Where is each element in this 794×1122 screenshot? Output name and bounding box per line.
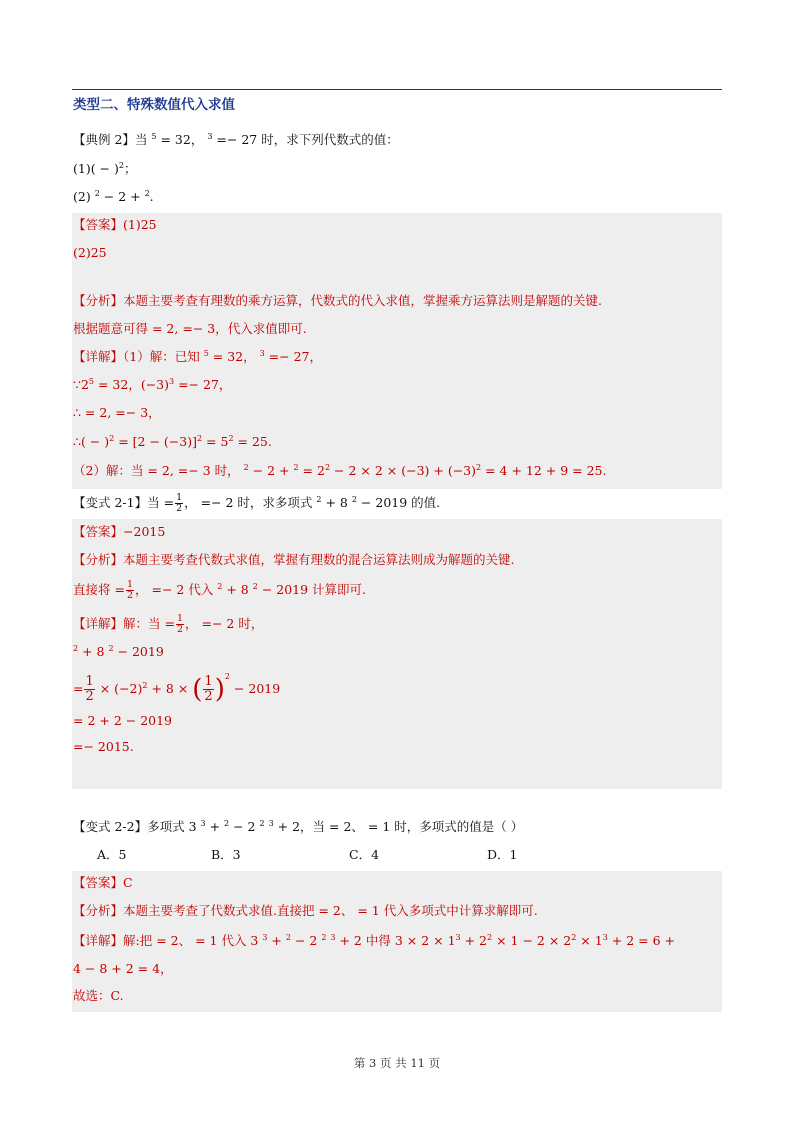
exp: 2 [73,644,79,653]
variant22-detail3: 故选：C. [73,988,124,1003]
example2-detail4 [73,433,272,451]
analysis-text: ， =− 2 代入 [135,582,218,597]
fraction [126,580,134,601]
exp: 2 [324,463,331,472]
exp: 2 [571,933,577,942]
exp: 2 [144,189,150,198]
variant21-tag: 【变式 2-1】 [73,495,148,510]
detail-text: = 32， [208,349,260,364]
detail-tag: 【详解】 [73,349,124,364]
option-b: B．3 [211,847,241,862]
exp: 2 [224,672,230,681]
detail-text: 解:把 = 2、 = 1 代入 3 [123,933,263,948]
detail-text: = [73,681,84,696]
example2-question [73,131,399,149]
variant21-detail5: =− 2015. [73,739,134,754]
numerator: 1 [85,674,94,689]
variant22-answer [73,874,133,892]
analysis-tag: 【分析】 [73,552,124,567]
analysis-text: 本题主要考查代数式求值，掌握有理数的混合运算法则成为解题的关键. [123,552,515,567]
exp: 3 [455,933,461,942]
top-rule [72,89,722,90]
q-text: =− 27 时，求下列代数式的值： [212,132,399,147]
example2-part1 [73,160,137,178]
example2-part2 [73,188,154,206]
exp: 5 [203,349,209,358]
q-text: + 8 [321,495,352,510]
analysis-text: 本题主要考查有理数的乘方运算，代数式的代入求值，掌握乘方运算法则是解题的关键. [123,293,602,308]
exp: 2 [321,933,327,942]
detail-text: ∴( − ) [73,434,110,449]
denominator: 2 [204,689,213,704]
exp: 2 [351,495,357,504]
q-text: ， =− 2 时，求多项式 [184,495,317,510]
exp: 2 [94,189,100,198]
q-text: 当 = [147,495,175,510]
detail-text: = 4 + 12 + 9 = 25. [481,463,607,478]
variant21-detail2 [73,643,164,661]
detail-text: − 2019 [113,644,164,659]
denominator: 2 [176,503,183,514]
example2-analysis2: 根据题意可得 = 2, =− 3，代入求值即可. [73,321,307,336]
exp: 2 [108,644,114,653]
part-text: (2) [73,189,95,204]
answer-value: C [123,875,133,890]
exp: 2 [259,819,265,828]
fraction [84,675,94,704]
variant21-answer [73,523,165,541]
denominator: 2 [85,689,94,704]
exp: 2 [118,161,124,170]
detail-text: （2）解：当 = 2, =− 3 时， [73,463,244,478]
exp: 2 [293,463,299,472]
analysis-tag: 【分析】 [73,293,124,308]
example2-detail2 [73,376,231,394]
example2-answer1 [73,216,157,234]
variant21-detail4: = 2 + 2 − 2019 [73,713,173,728]
answer-tag: 【答案】 [73,524,124,539]
exp: 3 [268,819,274,828]
detail-text: × (−2) [95,681,143,696]
variant22-detail1 [73,932,675,950]
q-text: − 2 [229,819,260,834]
section-heading: 类型二、特殊数值代入求值 [73,97,235,113]
detail-text: + 8 [78,644,109,659]
exp: 2 [243,463,249,472]
detail-text: + 2 中得 3 × 2 × 1 [335,933,456,948]
detail-text: × 1 − 2 × 2 [492,933,572,948]
detail-text: + 2 = 6 + [607,933,675,948]
detail-text: = 5 [202,434,229,449]
numerator: 1 [126,579,133,590]
answer-value: −2015 [123,524,166,539]
variant21-analysis [73,551,515,569]
variant22-analysis [73,902,538,920]
q-text: + 2，当 = 2、 = 1 时，多项式的值是（ ） [273,819,524,834]
detail-text: + [267,933,286,948]
numerator: 1 [176,492,183,503]
example2-answer2: (2)25 [73,245,107,260]
q-text: 当 [134,132,152,147]
variant21-question [73,493,440,514]
detail-text: = 2 [298,463,325,478]
analysis-text: + 8 [222,582,253,597]
q-text: + [205,819,225,834]
example2-detail3: ∴ = 2, =− 3， [73,405,161,420]
detail-text: − 2 × 2 × (−3) + (−3) [330,463,476,478]
exp: 2 [224,819,230,828]
left-paren: ( [192,674,203,705]
detail-text: =− 27， [174,377,232,392]
exp: 3 [602,933,608,942]
detail-text: + 8 × [147,681,193,696]
detail-tag: 【详解】 [73,933,124,948]
example2-detail1 [73,348,322,366]
variant21-detail1 [73,614,263,635]
exp: 2 [252,582,258,591]
right-paren: ) [214,674,225,705]
exp: 3 [259,349,265,358]
example2-analysis [73,292,602,310]
q-text: = 32， [156,132,208,147]
detail-text: × 1 [576,933,603,948]
exp: 2 [228,434,234,443]
denominator: 2 [126,590,133,601]
exp: 3 [262,933,268,942]
option-a: A．5 [97,847,127,862]
part-text: ； [123,161,137,176]
part-text: − 2 + [99,189,145,204]
detail-text: ∵2 [73,377,89,392]
exp: 3 [169,377,175,386]
numerator: 1 [204,674,213,689]
variant22-tag: 【变式 2-2】 [73,819,148,834]
option-c: C．4 [349,847,380,862]
exp: 2 [196,434,203,443]
analysis-tag: 【分析】 [73,903,124,918]
q-text: 多项式 3 [147,819,201,834]
detail-text: + 2 [460,933,487,948]
exp: 2 [217,582,223,591]
page-footer: 第 3 页 共 11 页 [353,1056,441,1070]
variant21-detail3 [73,674,280,704]
fraction [176,614,184,635]
exp: 2 [285,933,291,942]
analysis-text: 本题主要考查了代数式求值.直接把 = 2、 = 1 代入多项式中计算求解即可. [123,903,538,918]
variant22-question [73,818,523,836]
detail-text: ， =− 2 时， [185,616,264,631]
option-d: D．1 [487,847,518,862]
answer-value: (1)25 [123,217,157,232]
part-text: (1)( − ) [73,161,119,176]
variant22-detail2: 4 − 8 + 2 = 4， [73,961,173,976]
detail-tag: 【详解】 [73,616,124,631]
analysis-text: 直接将 = [73,582,125,597]
exp: 3 [330,933,336,942]
denominator: 2 [176,624,184,635]
fraction [175,493,183,514]
detail-text: = [2 − (−3)] [114,434,197,449]
detail-text: − 2019 [229,681,281,696]
detail-text: = 32，(−3) [94,377,170,392]
detail-text: = 25. [233,434,272,449]
detail-text: =− 27， [264,349,323,364]
exp: 2 [487,933,493,942]
analysis-text: − 2019 计算即可. [257,582,367,597]
example2-detail5 [73,462,606,480]
fraction [203,675,213,704]
detail-text: （1）解：已知 [123,349,204,364]
q-text: − 2019 的值. [356,495,441,510]
exp: 3 [200,819,206,828]
exp: 5 [151,132,157,141]
exp: 3 [207,132,213,141]
detail-text: 解：当 = [123,616,175,631]
answer-tag: 【答案】 [73,875,124,890]
detail-text: − 2 [290,933,322,948]
exp: 5 [88,377,94,386]
numerator: 1 [176,613,184,624]
variant21-analysis2 [73,580,366,601]
detail-text: − 2 + [248,463,294,478]
exp: 2 [109,434,115,443]
example2-tag: 【典例 2】 [73,132,135,147]
answer-tag: 【答案】 [73,217,124,232]
exp: 2 [142,681,148,690]
part-text: . [149,189,154,204]
exp: 2 [476,463,482,472]
exp: 2 [316,495,322,504]
